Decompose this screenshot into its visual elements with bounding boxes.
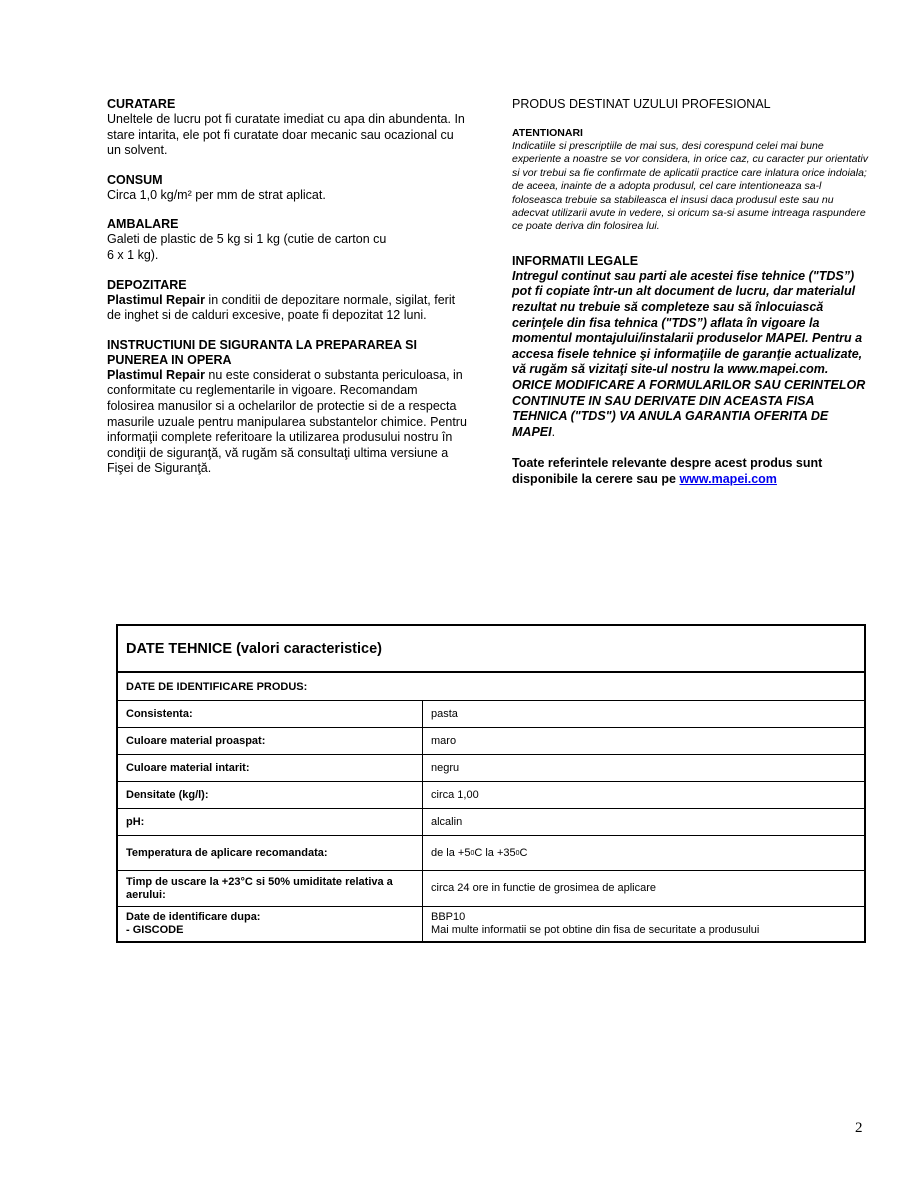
final-note [512,456,872,487]
technical-data-table [116,624,866,943]
row-value: maro [431,734,457,747]
atentionari-text: Indicatiile si prescriptiile de mai sus, desi corespund celei mai bune experiente a noastre se vor considera, in orice caz, cu caracter pur orientativ si vor trebui sa fie confirmate de aplicatii practice care inlatura orice indoiala; de aceea, inainte de a adopta produsul, cel care intentioneaza sa-l foloseasca trebuie sa stabileasca el insusi daca produsul este sau nu adecvat utilizarii avute in vedere, si oricum sa-si asume intreaga raspundere ce poate deriva din folosirea lui. [512,140,869,233]
section-consum [107,173,467,204]
temp-mid: C la +35 [474,846,516,859]
table-row [118,728,864,755]
row-value: alcalin [431,815,463,828]
row-label-line1: Date de identificare dupa: [126,911,261,923]
right-column [512,97,872,488]
temp-from: de la +5 [431,846,471,859]
row-label: Densitate (kg/l): [118,782,423,808]
row-label: Temperatura de aplicare recomandata: [118,836,423,870]
row-label: Consistenta: [118,701,423,727]
table-title: DATE TEHNICE (valori caracteristice) [118,626,864,673]
row-value-line2: Mai multe informatii se pot obtine din fisa de securitate a produsului [431,924,760,936]
depozitare-product: Plastimul Repair [107,292,205,307]
legale-heading: INFORMATII LEGALE [512,253,639,268]
row-value [423,836,864,870]
professional-use-notice: PRODUS DESTINAT UZULUI PROFESIONAL [512,97,771,111]
temp-end: C [519,846,528,859]
row-label-line2: - GISCODE [126,924,184,936]
table-row [118,701,864,728]
row-value [423,907,864,941]
mapei-link[interactable]: www.mapei.com [679,471,777,486]
table-row [118,907,864,941]
legale-text-2-end: . [551,424,556,439]
table-row [118,871,864,907]
atentionari-heading: ATENTIONARI [512,127,583,139]
ambalare-line1: Galeti de plastic de 5 kg si 1 kg (cutie de carton cu [107,232,387,247]
ambalare-heading: AMBALARE [107,217,179,232]
depozitare-heading: DEPOZITARE [107,277,187,292]
page-number: 2 [855,1120,863,1136]
temp-sup-2: 0 [515,849,520,857]
consum-heading: CONSUM [107,172,163,187]
row-label [118,907,423,941]
table-row [118,782,864,809]
legale-text-2-body: ORICE MODIFICARE A FORMULARILOR SAU CERINTELOR CONTINUTE IN SAU DERIVATE DIN ACEASTA FISA TEHNICA ("TDS") VA ANULA GARANTIA OFERITA DE MAPEI [512,378,866,439]
left-column [107,97,467,477]
row-value-line1: BBP10 [431,911,466,923]
row-value: circa 1,00 [431,788,479,801]
row-label: pH: [118,809,423,835]
ambalare-line2: 6 x 1 kg). [107,247,159,262]
depozitare-body: in conditii de depozitare normale, sigilat, ferit de inghet si de calduri excesive, poate fi depozitat 12 luni. [107,292,456,323]
row-label: Timp de uscare la +23°C si 50% umiditate relativa a aerului: [118,871,423,906]
section-siguranta [107,338,467,477]
row-label: Culoare material proaspat: [118,728,423,754]
consum-text: Circa 1,0 kg/m² per mm de strat aplicat. [107,187,326,202]
siguranta-heading-2: PUNEREA IN OPERA [107,352,232,367]
siguranta-body: nu este considerat o substanta periculoasa, in conformitate cu reglementarile in vigoare. Recomandam folosirea manusilor si a ochelarilor de protectie si de a respecta masurile uzuale pentru manipularea substantelor chimice. Pentru informaţii complete referitoare la utilizarea produsului nostru în condiţii de siguranţă, vă rugăm să consultaţi ultima versiune a Fişei de Siguranţă. [107,367,467,476]
siguranta-product: Plastimul Repair [107,367,205,382]
final-text: Toate referintele relevante despre acest produs sunt disponibile la cerere sau pe [512,456,823,486]
siguranta-text [107,368,467,477]
curatare-heading: CURATARE [107,97,176,111]
table-row [118,755,864,782]
row-value: pasta [431,707,458,720]
curatare-text: Uneltele de lucru pot fi curatate imediat cu apa din abundenta. In stare intarita, ele pot fi curatate doar mecanic sau ocazional cu un solvent. [107,112,465,158]
table-subtitle: DATE DE IDENTIFICARE PRODUS: [118,673,864,701]
table-row [118,809,864,836]
legale-text-2 [512,378,872,440]
depozitare-text [107,293,467,324]
siguranta-heading-1: INSTRUCTIUNI DE SIGURANTA LA PREPARAREA SI [107,337,417,352]
section-curatare [107,97,467,159]
section-ambalare [107,217,467,263]
row-value: circa 24 ore in functie de grosimea de aplicare [431,882,657,894]
temp-sup-1: 0 [470,849,475,857]
row-value: negru [431,761,460,774]
legale-text-1: Intregul continut sau parti ale acestei fise tehnice ("TDS”) pot fi copiate într-un alt document de lucru, dar materialul rezultat nu trebuie să completeze sau să înlocuiască cerinţele din fisa tehnica ("TDS”) aflata în vigoare la momentul montajului/instalarii produselor MAPEI. Pentru a accesa fiselе tehnice şi informaţiile de garanţie actualizate, vă rugăm să vizitaţi site-ul nostru la www.mapei.com. [512,268,863,377]
row-label: Culoare material intarit: [118,755,423,781]
section-depozitare [107,278,467,324]
table-row [118,836,864,871]
